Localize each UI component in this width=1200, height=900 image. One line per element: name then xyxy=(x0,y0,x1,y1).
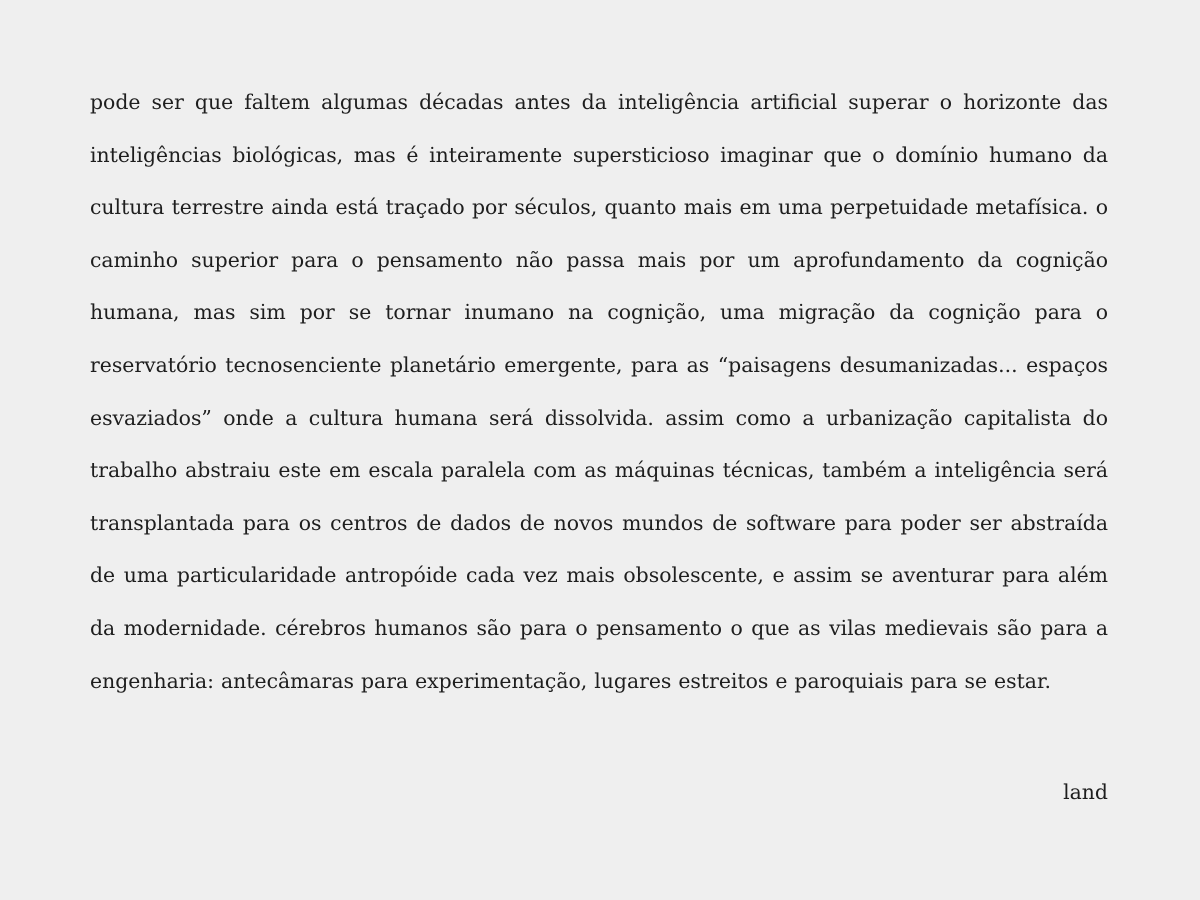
quote-author: land xyxy=(1063,780,1108,804)
quote-paragraph: pode ser que faltem algumas décadas antes da inteligência artificial superar o horizonte das inteligências biológicas, mas é inteiramente supersticioso imaginar que o domínio humano da cultura terrestre ainda está traçado por séculos, quanto mais em uma perpetuidade metafísica. o caminho superior para o pensamento não passa mais por um aprofundamento da cognição humana, mas sim por se tornar inumano na cognição, uma migração da cognição para o reservatório tecnosenciente planetário emergente, para as “paisagens desumanizadas... espaços esvaziados” onde a cultura humana será dissolvida. assim como a urbanização capitalista do trabalho abstraiu este em escala paralela com as máquinas técnicas, também a inteligência será transplantada para os centros de dados de novos mundos de software para poder ser abstraída de uma particularidade antropóide cada vez mais obsolescente, e assim se aventurar para além da modernidade. cérebros humanos são para o pensamento o que as vilas medievais são para a engenharia: antecâmaras para experimentação, lugares estreitos e paroquiais para se estar. xyxy=(90,90,1108,693)
